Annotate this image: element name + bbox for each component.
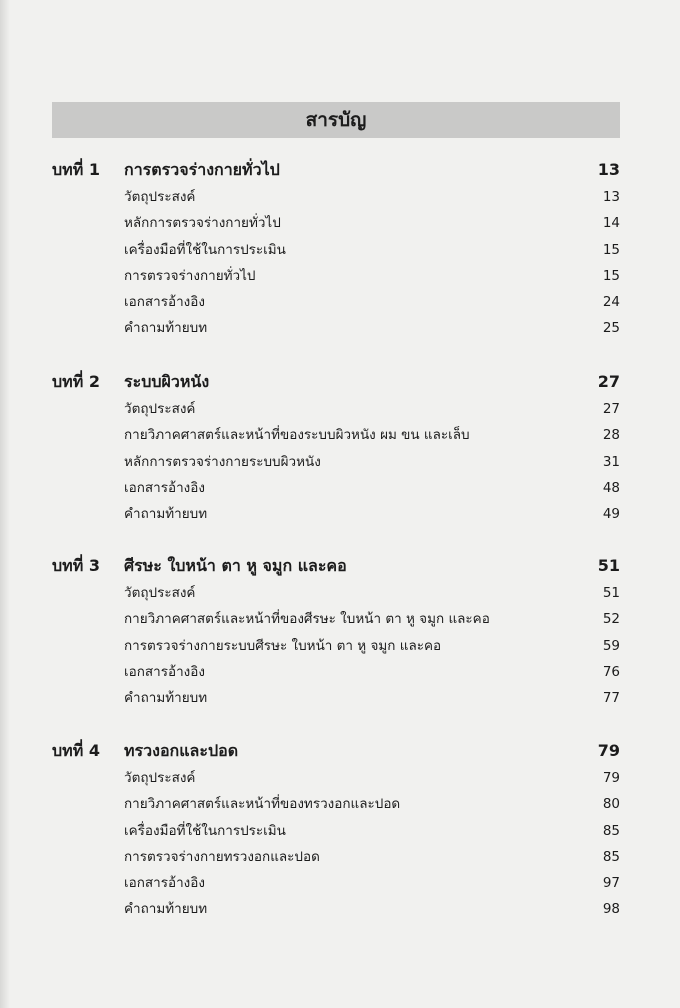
entry-page: 15: [602, 241, 620, 258]
entry-title: วัตถุประสงค์: [124, 189, 196, 205]
toc-entry[interactable]: [52, 897, 620, 923]
toc-entry[interactable]: [52, 211, 620, 237]
chapter-title: การตรวจร่างกายทั่วไป: [124, 160, 280, 179]
entry-page: 85: [602, 822, 620, 839]
toc-entry[interactable]: [52, 634, 620, 660]
toc-entry[interactable]: [52, 476, 620, 502]
entry-page: 27: [602, 401, 620, 417]
chapter-page: 27: [597, 372, 620, 391]
entry-title: การตรวจร่างกายระบบศีรษะ ใบหน้า ตา หู จมูก และคอ: [124, 637, 442, 654]
entry-title: หลักการตรวจร่างกายระบบผิวหนัง: [124, 453, 321, 470]
entry-page: 48: [602, 479, 620, 496]
entry-title: การตรวจร่างกายทั่วไป: [124, 267, 256, 284]
toc-entry[interactable]: [52, 871, 620, 897]
entry-title: กายวิภาคศาสตร์และหน้าที่ของทรวงอกและปอด: [124, 796, 401, 813]
toc-entry[interactable]: [52, 766, 620, 792]
entry-title: คำถามท้ายบท: [124, 320, 208, 337]
toc-entry[interactable]: [52, 316, 620, 342]
chapter-items: [52, 185, 620, 343]
entry-title: หลักการตรวจร่างกายทั่วไป: [124, 215, 281, 232]
toc-entry[interactable]: [52, 450, 620, 476]
toc-entry[interactable]: [52, 397, 620, 423]
entry-page: 97: [602, 875, 620, 892]
entry-title: คำถามท้ายบท: [124, 690, 208, 707]
entry-page: 24: [602, 294, 620, 311]
entry-title: วัตถุประสงค์: [124, 401, 196, 417]
chapter-title: ศีรษะ ใบหน้า ตา หู จมูก และคอ: [124, 556, 347, 575]
chapter-items: [52, 581, 620, 712]
chapter-title: ทรวงอกและปอด: [124, 741, 239, 760]
entry-page: 77: [602, 690, 620, 707]
toc-entry[interactable]: [52, 845, 620, 871]
toc-entry[interactable]: [52, 686, 620, 712]
page-edge-shadow: [0, 0, 10, 1008]
entry-page: 49: [602, 506, 620, 523]
chapter-items: [52, 397, 620, 528]
toc-entry[interactable]: [52, 581, 620, 607]
entry-page: 15: [602, 267, 620, 284]
chapter-heading[interactable]: [52, 554, 620, 581]
entry-title: เอกสารอ้างอิง: [124, 479, 205, 496]
entry-title: เครื่องมือที่ใช้ในการประเมิน: [124, 822, 286, 839]
toc-entry[interactable]: [52, 607, 620, 633]
entry-page: 76: [602, 663, 620, 680]
toc-entry[interactable]: [52, 238, 620, 264]
entry-title: เอกสารอ้างอิง: [124, 875, 205, 892]
entry-page: 31: [602, 453, 620, 470]
entry-page: 28: [602, 427, 620, 444]
entry-page: 52: [602, 611, 620, 628]
chapter-page: 79: [597, 741, 620, 760]
entry-title: วัตถุประสงค์: [124, 585, 196, 601]
chapter-2: [52, 370, 620, 528]
entry-page: 51: [602, 585, 620, 601]
entry-page: 85: [602, 848, 620, 865]
toc-title-bar: [52, 102, 620, 138]
entry-title: เอกสารอ้างอิง: [124, 663, 205, 680]
entry-title: กายวิภาคศาสตร์และหน้าที่ของศีรษะ ใบหน้า ตา หู จมูก และคอ: [124, 611, 490, 628]
chapter-page: 51: [597, 556, 620, 575]
entry-page: 98: [602, 901, 620, 918]
toc-title: สารบัญ: [305, 109, 367, 131]
entry-page: 80: [602, 796, 620, 813]
entry-title: กายวิภาคศาสตร์และหน้าที่ของระบบผิวหนัง ผม ขน และเล็บ: [124, 427, 470, 444]
toc-entry[interactable]: [52, 819, 620, 845]
entry-title: วัตถุประสงค์: [124, 770, 196, 786]
toc-entry[interactable]: [52, 290, 620, 316]
entry-page: 13: [602, 189, 620, 205]
chapter-heading[interactable]: [52, 370, 620, 397]
chapter-page: 13: [597, 160, 620, 179]
toc-entry[interactable]: [52, 423, 620, 449]
chapter-4: [52, 739, 620, 924]
toc-entry[interactable]: [52, 660, 620, 686]
chapter-heading[interactable]: [52, 739, 620, 766]
chapter-number: บทที่ 1: [52, 160, 100, 179]
entry-title: การตรวจร่างกายทรวงอกและปอด: [124, 848, 320, 865]
chapter-1: [52, 158, 620, 343]
entry-page: 14: [602, 215, 620, 232]
chapter-number: บทที่ 2: [52, 372, 100, 391]
toc-entry[interactable]: [52, 185, 620, 211]
chapter-items: [52, 766, 620, 924]
entry-page: 25: [602, 320, 620, 337]
chapter-title: ระบบผิวหนัง: [124, 372, 210, 391]
chapter-heading[interactable]: [52, 158, 620, 185]
entry-title: คำถามท้ายบท: [124, 506, 208, 523]
toc-entry[interactable]: [52, 264, 620, 290]
entry-title: เอกสารอ้างอิง: [124, 294, 205, 311]
entry-title: คำถามท้ายบท: [124, 901, 208, 918]
chapter-3: [52, 554, 620, 712]
entry-page: 59: [602, 637, 620, 654]
entry-page: 79: [602, 770, 620, 786]
toc-entry[interactable]: [52, 502, 620, 528]
toc-entry[interactable]: [52, 792, 620, 818]
chapter-number: บทที่ 4: [52, 741, 100, 760]
chapter-number: บทที่ 3: [52, 556, 100, 575]
entry-title: เครื่องมือที่ใช้ในการประเมิน: [124, 241, 286, 258]
